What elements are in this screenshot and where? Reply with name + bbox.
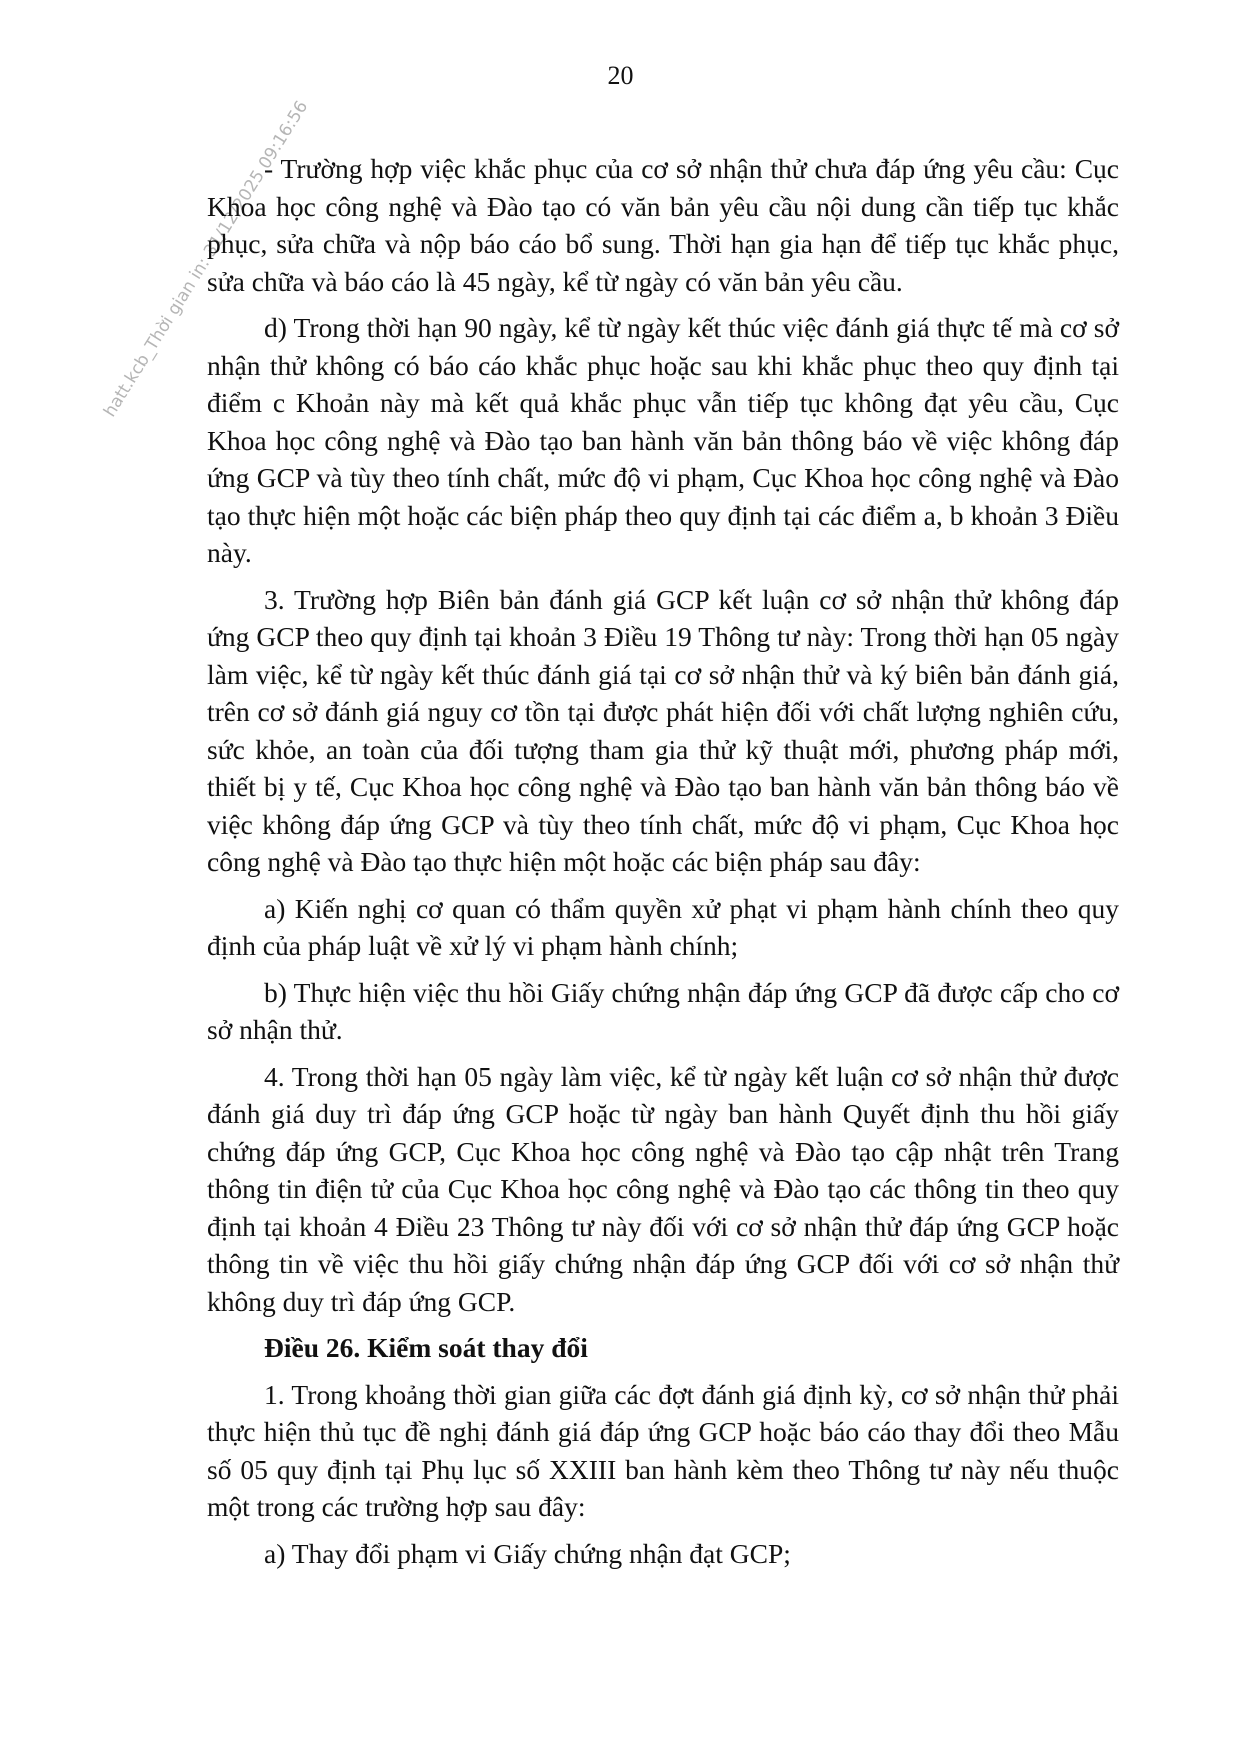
article-heading: Điều 26. Kiểm soát thay đổi <box>264 1332 588 1363</box>
paragraph-clause-3: 3. Trường hợp Biên bản đánh giá GCP kết luận cơ sở nhận thử không đáp ứng GCP theo quy định tại khoản 3 Điều 19 Thông tư này: Trong thời hạn 05 ngày làm việc, kể từ ngày kết thúc đánh giá tại cơ sở nhận thử và ký biên bản đánh giá, trên cơ sở đánh giá nguy cơ tồn tại được phát hiện đối với chất lượng nghiên cứu, sức khỏe, an toàn của đối tượng tham gia thử kỹ thuật mới, phương pháp mới, thiết bị y tế, Cục Khoa học công nghệ và Đào tạo ban hành văn bản thông báo về việc không đáp ứng GCP và tùy theo tính chất, mức độ vi phạm, Cục Khoa học công nghệ và Đào tạo thực hiện một hoặc các biện pháp sau đây: <box>207 583 1119 877</box>
paragraph-clause-4: 4. Trong thời hạn 05 ngày làm việc, kể từ ngày kết luận cơ sở nhận thử được đánh giá duy trì đáp ứng GCP hoặc từ ngày ban hành Quyết định thu hồi giấy chứng đáp ứng GCP, Cục Khoa học công nghệ và Đào tạo cập nhật trên Trang thông tin điện tử của Cục Khoa học công nghệ và Đào tạo các thông tin theo quy định tại khoản 4 Điều 23 Thông tư này đối với cơ sở nhận thử đáp ứng GCP hoặc thông tin về việc thu hồi giấy chứng nhận đáp ứng GCP đối với cơ sở nhận thử không duy trì đáp ứng GCP. <box>207 1060 1119 1317</box>
paragraph-article-26-item-a: a) Thay đổi phạm vi Giấy chứng nhận đạt GCP; <box>264 1537 791 1569</box>
page-number: 20 <box>607 61 634 90</box>
document-body <box>207 150 1119 1581</box>
watermark: hatt.kcb_Thời gian in: 31/12/2025 09:16:56 <box>100 97 313 421</box>
paragraph-item-a: a) Kiến nghị cơ quan có thẩm quyền xử phạt vi phạm hành chính theo quy định của pháp luật về xử lý vi phạm hành chính; <box>207 892 1119 961</box>
paragraph-item-d: d) Trong thời hạn 90 ngày, kể từ ngày kết thúc việc đánh giá thực tế mà cơ sở nhận thử không có báo cáo khắc phục hoặc sau khi khắc phục theo quy định tại điểm c Khoản này mà kết quả khắc phục vẫn tiếp tục không đạt yêu cầu, Cục Khoa học công nghệ và Đào tạo ban hành văn bản thông báo về việc không đáp ứng GCP và tùy theo tính chất, mức độ vi phạm, Cục Khoa học công nghệ và Đào tạo thực hiện một hoặc các biện pháp theo quy định tại các điểm a, b khoản 3 Điều này. <box>207 312 1119 568</box>
paragraph-article-26-clause-1: 1. Trong khoảng thời gian giữa các đợt đánh giá định kỳ, cơ sở nhận thử phải thực hiện thủ tục đề nghị đánh giá đáp ứng GCP hoặc báo cáo thay đổi theo Mẫu số 05 quy định tại Phụ lục số XXIII ban hành kèm theo Thông tư này nếu thuộc một trong các trường hợp sau đây: <box>207 1378 1119 1522</box>
paragraph-remediation-incomplete: - Trường hợp việc khắc phục của cơ sở nhận thử chưa đáp ứng yêu cầu: Cục Khoa học công nghệ và Đào tạo có văn bản yêu cầu nội dung cần tiếp tục khắc phục, sửa chữa và nộp báo cáo bổ sung. Thời hạn gia hạn để tiếp tục khắc phục, sửa chữa và báo cáo là 45 ngày, kể từ ngày có văn bản yêu cầu. <box>207 153 1119 297</box>
paragraph-item-b: b) Thực hiện việc thu hồi Giấy chứng nhận đáp ứng GCP đã được cấp cho cơ sở nhận thử. <box>207 976 1119 1045</box>
